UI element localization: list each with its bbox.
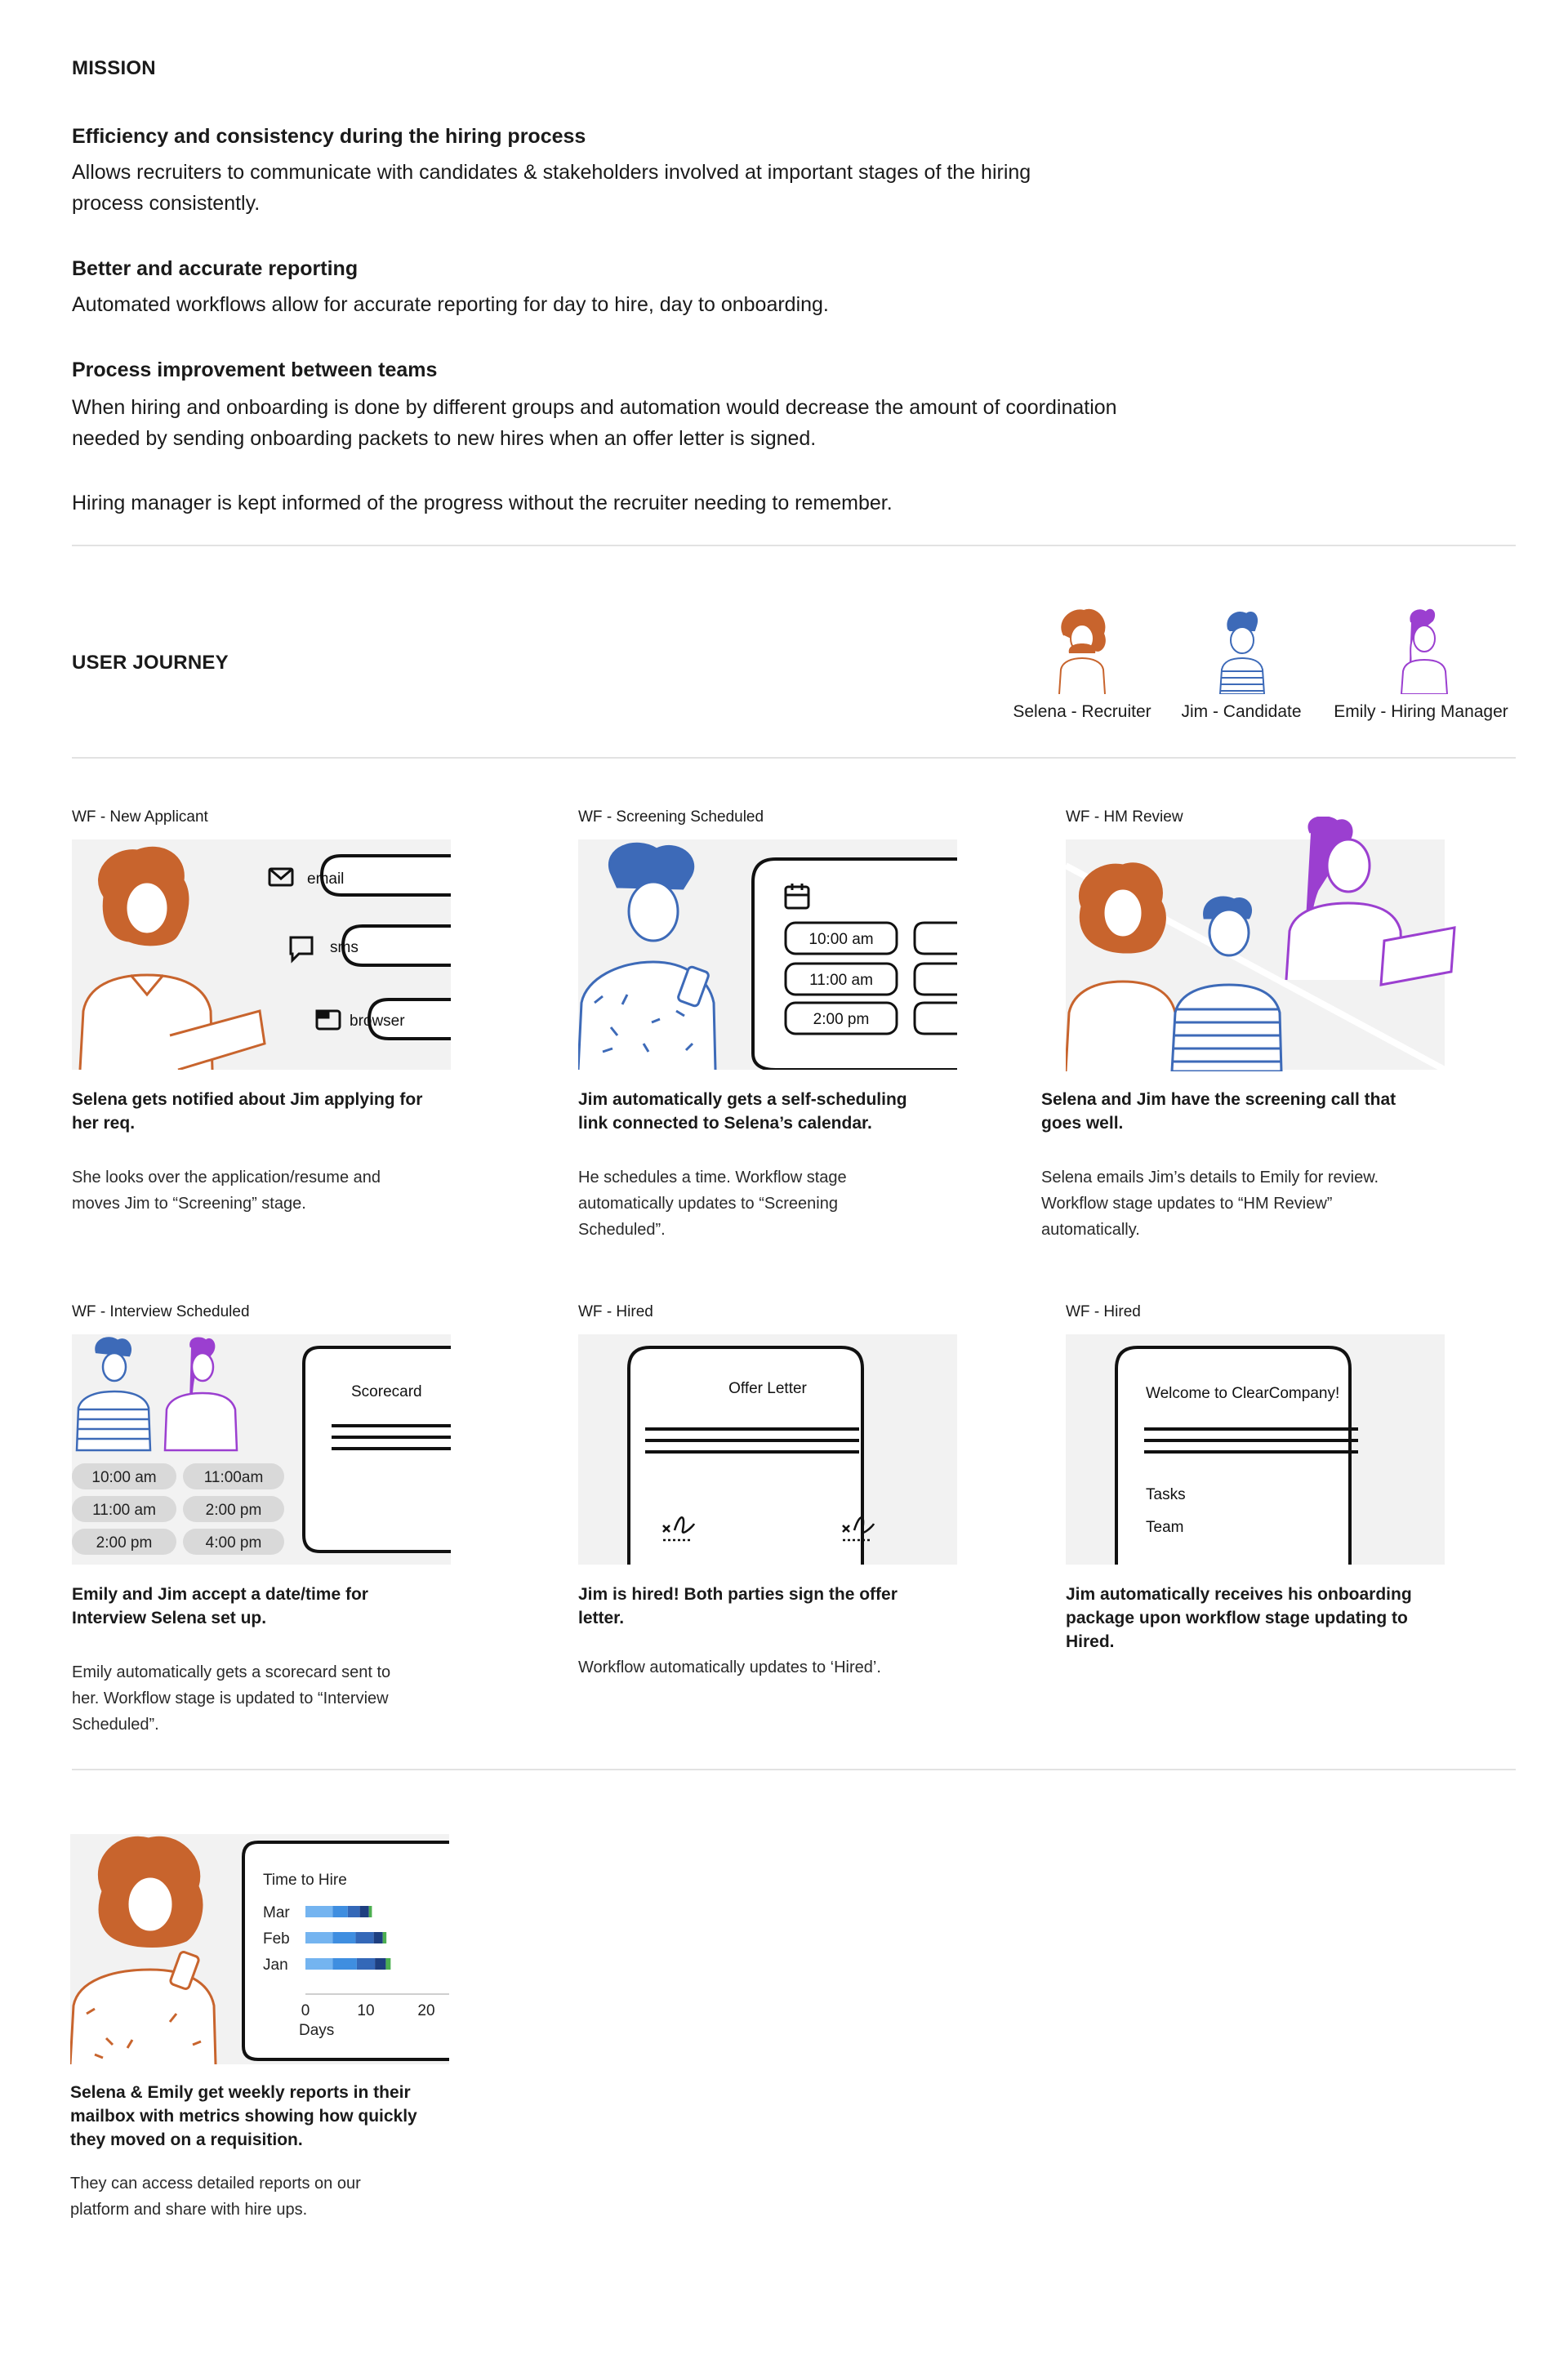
welcome-doc-title: Welcome to ClearCompany! bbox=[1146, 1385, 1340, 1402]
mission-item-title: Better and accurate reporting bbox=[72, 257, 359, 280]
card-stage-label: WF - Hired bbox=[578, 1303, 653, 1320]
card-title-line: Selena & Emily get weekly reports in their bbox=[70, 2083, 411, 2102]
card-desc-line: Selena emails Jim’s details to Emily for review. bbox=[1041, 1169, 1379, 1186]
card-stage-label: WF - Screening Scheduled bbox=[578, 808, 764, 826]
chart-category-label: Feb bbox=[263, 1930, 290, 1948]
sms-icon bbox=[291, 937, 312, 960]
divider bbox=[72, 1769, 1516, 1770]
chart-bar-segment bbox=[305, 1958, 332, 1970]
time-slot-label: 4:00 pm bbox=[205, 1534, 262, 1552]
chart-bar-segment bbox=[332, 1958, 357, 1970]
card-illustration-screening bbox=[578, 839, 957, 1070]
card-title-line: Selena gets notified about Jim applying for bbox=[72, 1090, 423, 1109]
mission-item-title: Efficiency and consistency during the hiring process bbox=[72, 125, 586, 148]
mission-item-text bbox=[72, 392, 1117, 454]
user-journey-heading: USER JOURNEY bbox=[72, 652, 229, 674]
card-desc-line: automatically updates to “Screening bbox=[578, 1195, 838, 1213]
persona-jim bbox=[1143, 604, 1339, 727]
onboarding-item: Tasks bbox=[1146, 1486, 1186, 1503]
divider bbox=[72, 757, 1516, 759]
time-slot-label: 11:00 am bbox=[92, 1502, 156, 1519]
card-title-line: package upon workflow stage updating to bbox=[1066, 1609, 1408, 1627]
time-slot-label: 11:00am bbox=[203, 1469, 264, 1486]
card-illustration-onboarding bbox=[1066, 1334, 1445, 1565]
mission-item-text bbox=[72, 157, 1031, 219]
chart-category-label: Jan bbox=[263, 1957, 288, 1974]
chart-bar-segment bbox=[305, 1932, 332, 1943]
time-slot-label: 11:00 am bbox=[809, 972, 873, 989]
card-illustration-hm-review bbox=[1066, 817, 1458, 1071]
card-title-line: Hired. bbox=[1066, 1632, 1115, 1651]
chart-bar-segment bbox=[375, 1958, 385, 1970]
card-stage-label: WF - New Applicant bbox=[72, 808, 208, 826]
mission-item-text bbox=[72, 289, 829, 320]
card-title bbox=[578, 1583, 987, 1630]
card-desc-line: They can access detailed reports on our bbox=[70, 2175, 361, 2193]
card-illustration-new-applicant bbox=[72, 839, 451, 1070]
mission-item-text-line: Allows recruiters to communicate with candidates & stakeholders involved at important stages of the hiring bbox=[72, 161, 1031, 184]
card-illustration-interview bbox=[72, 1334, 451, 1565]
card-title bbox=[72, 1088, 464, 1135]
card-title-line: her req. bbox=[72, 1114, 136, 1133]
card-title-line: Emily and Jim accept a date/time for bbox=[72, 1585, 368, 1604]
card-title-line: letter. bbox=[578, 1609, 625, 1627]
card-stage-label: WF - Interview Scheduled bbox=[72, 1303, 250, 1320]
card-title-line: link connected to Selena’s calendar. bbox=[578, 1114, 872, 1133]
card-description bbox=[578, 1164, 970, 1243]
card-title bbox=[72, 1583, 464, 1630]
chart-bar-segment bbox=[360, 1906, 369, 1917]
mission-item-title: Process improvement between teams bbox=[72, 358, 438, 381]
card-desc-line: He schedules a time. Workflow stage bbox=[578, 1169, 847, 1186]
card-title bbox=[1041, 1088, 1466, 1135]
time-slot-label: 2:00 pm bbox=[205, 1502, 262, 1519]
mission-heading: MISSION bbox=[72, 57, 156, 79]
chart-bar-segment bbox=[374, 1932, 383, 1943]
persona-label: Emily - Hiring Manager bbox=[1334, 702, 1508, 721]
card-stage-label: WF - HM Review bbox=[1066, 808, 1183, 826]
chart-x-label: Days bbox=[299, 2022, 335, 2039]
mission-item-text-line: Automated workflows allow for accurate reporting for day to hire, day to onboarding. bbox=[72, 293, 829, 316]
chart-tick-label: 0 bbox=[301, 2002, 310, 2019]
chart-bar-segment bbox=[369, 1906, 372, 1917]
chart-tick-label: 10 bbox=[357, 2002, 375, 2019]
card-title bbox=[1066, 1583, 1490, 1654]
offer-letter-title: Offer Letter bbox=[728, 1380, 807, 1397]
mission-item-text-line: needed by sending onboarding packets to new hires when an offer letter is signed. bbox=[72, 427, 817, 450]
card-title-line: Jim automatically receives his onboarding bbox=[1066, 1585, 1412, 1604]
chart-bar-segment bbox=[332, 1906, 348, 1917]
persona-label: Selena - Recruiter bbox=[1013, 702, 1152, 721]
emily-avatar-icon bbox=[1323, 604, 1519, 694]
card-title-line: Selena and Jim have the screening call that bbox=[1041, 1090, 1396, 1109]
chart-bar-segment bbox=[305, 1906, 332, 1917]
card-title-line: mailbox with metrics showing how quickly bbox=[70, 2107, 417, 2126]
card-description bbox=[1041, 1164, 1482, 1243]
chart-bar-segment bbox=[357, 1958, 375, 1970]
card-description bbox=[72, 1659, 480, 1738]
card-desc-line: her. Workflow stage is updated to “Interview bbox=[72, 1690, 389, 1707]
sms-channel-label: sms bbox=[330, 939, 359, 956]
card-description bbox=[72, 1164, 464, 1217]
card-description bbox=[70, 2170, 479, 2223]
chart-bar-segment bbox=[385, 1958, 390, 1970]
card-desc-line: Scheduled”. bbox=[578, 1221, 666, 1239]
chart-tick-label: 20 bbox=[417, 2002, 435, 2019]
persona-label: Jim - Candidate bbox=[1181, 702, 1302, 721]
onboarding-item: Team bbox=[1146, 1519, 1184, 1536]
divider bbox=[72, 545, 1516, 546]
card-title-line: goes well. bbox=[1041, 1114, 1124, 1133]
chart-bar-segment bbox=[383, 1932, 386, 1943]
chart-bar-segment bbox=[355, 1932, 373, 1943]
card-title bbox=[70, 2081, 495, 2152]
browser-channel-label: browser bbox=[350, 1013, 405, 1030]
card-desc-line: Emily automatically gets a scorecard sent to bbox=[72, 1663, 391, 1681]
card-illustration-offer-letter bbox=[578, 1334, 957, 1565]
email-channel-label: email bbox=[307, 870, 345, 888]
time-slot-label: 10:00 am bbox=[808, 931, 874, 948]
card-title-line: they moved on a requisition. bbox=[70, 2130, 303, 2149]
card-description bbox=[578, 1654, 987, 1681]
persona-emily bbox=[1323, 604, 1519, 727]
card-title-line: Jim automatically gets a self-scheduling bbox=[578, 1090, 907, 1109]
card-title bbox=[578, 1088, 1003, 1135]
card-desc-line: She looks over the application/resume and bbox=[72, 1169, 381, 1186]
time-slot-label: 10:00 am bbox=[91, 1469, 157, 1486]
card-desc-line: Workflow stage updates to “HM Review” bbox=[1041, 1195, 1333, 1213]
mission-item-text-line: process consistently. bbox=[72, 192, 261, 215]
mission-item-text-line: When hiring and onboarding is done by different groups and automation would decrease the amount of coordination bbox=[72, 396, 1117, 419]
card-illustration-reports bbox=[70, 1834, 449, 2064]
time-slot-label: 2:00 pm bbox=[96, 1534, 153, 1552]
chart-bar-segment bbox=[332, 1932, 355, 1943]
card-desc-line: moves Jim to “Screening” stage. bbox=[72, 1195, 306, 1213]
chart-bar-segment bbox=[348, 1906, 360, 1917]
card-desc-line: platform and share with hire ups. bbox=[70, 2201, 308, 2219]
card-stage-label: WF - Hired bbox=[1066, 1303, 1141, 1320]
card-desc-line: automatically. bbox=[1041, 1221, 1140, 1239]
card-desc-line: Workflow automatically updates to ‘Hired’. bbox=[578, 1658, 881, 1676]
time-slot-label: 2:00 pm bbox=[813, 1011, 870, 1028]
jim-avatar-icon bbox=[1143, 604, 1339, 694]
card-title-line: Interview Selena set up. bbox=[72, 1609, 267, 1627]
card-desc-line: Scheduled”. bbox=[72, 1716, 159, 1734]
chart-category-label: Mar bbox=[263, 1904, 290, 1921]
card-title-line: Jim is hired! Both parties sign the offer bbox=[578, 1585, 898, 1604]
chart-title: Time to Hire bbox=[263, 1872, 347, 1889]
mission-extra-text: Hiring manager is kept informed of the progress without the recruiter needing to remember. bbox=[72, 492, 893, 514]
scorecard-title: Scorecard bbox=[351, 1383, 422, 1400]
